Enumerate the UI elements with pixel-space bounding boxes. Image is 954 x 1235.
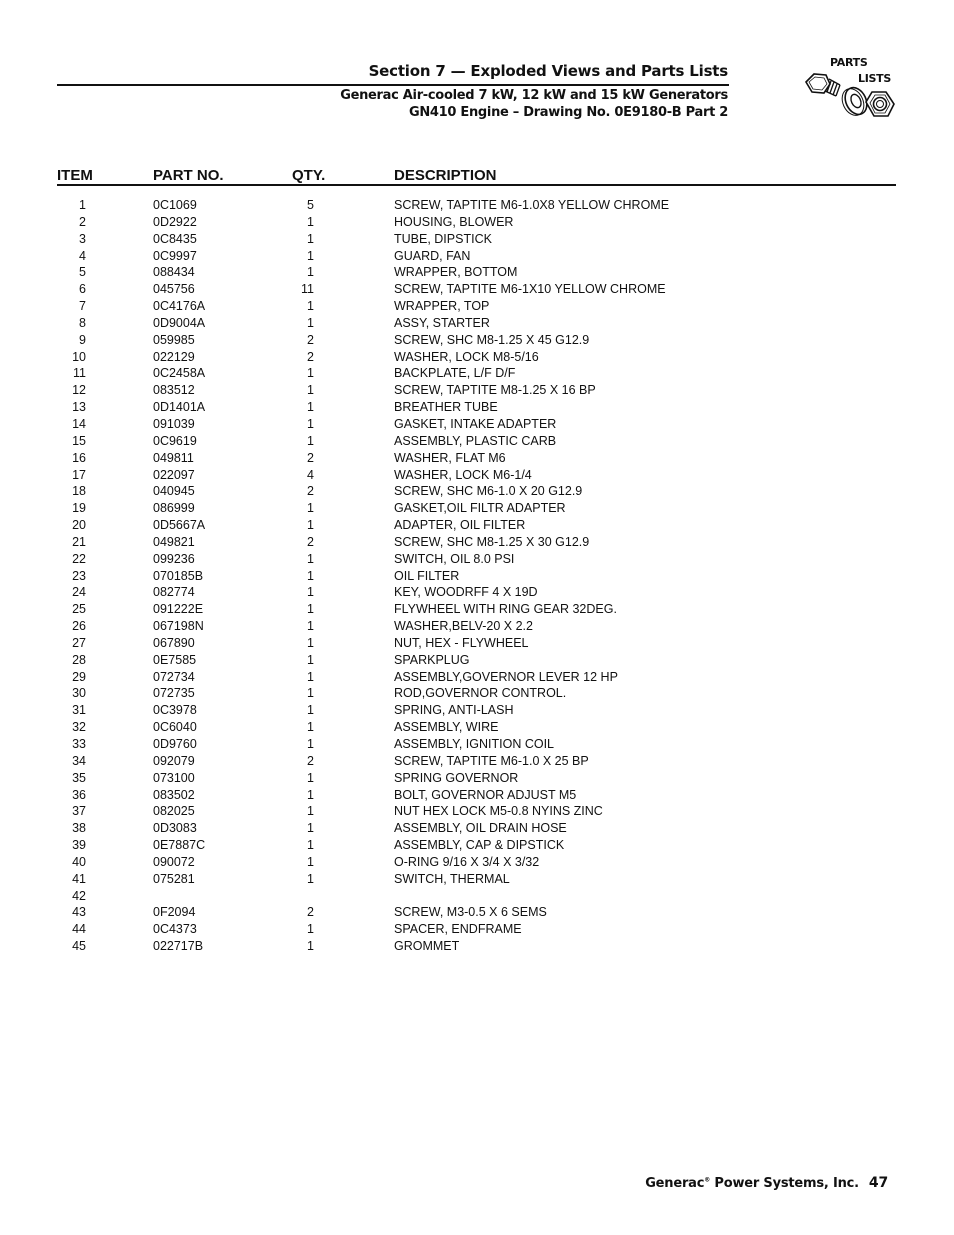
table-row [0,416,954,433]
part-number: 072735 [153,686,195,701]
table-row [0,349,954,366]
description: BACKPLATE, L/F D/F [394,366,516,381]
parts-table-body [0,197,954,955]
description: SWITCH, THERMAL [394,871,510,886]
quantity: 1 [307,787,314,802]
part-number: 0C9619 [153,433,197,448]
quantity: 11 [301,282,314,297]
quantity: 1 [307,585,314,600]
part-number: 0C6040 [153,720,197,735]
table-row [0,652,954,669]
description: SWITCH, OIL 8.0 PSI [394,551,515,566]
table-row [0,483,954,500]
description: SPARKPLUG [394,652,470,667]
part-number: 099236 [153,551,195,566]
table-row [0,264,954,281]
part-number: 082025 [153,804,195,819]
section-title: Section 7 — Exploded Views and Parts Lists [368,62,728,80]
part-number: 059985 [153,332,195,347]
description: SPACER, ENDFRAME [394,922,522,937]
logo-text-lists: LISTS [858,72,891,85]
description: ASSEMBLY, OIL DRAIN HOSE [394,821,567,836]
quantity: 1 [307,568,314,583]
description: KEY, WOODRFF 4 X 19D [394,585,538,600]
item-number: 28 [72,652,86,667]
table-row [0,365,954,382]
item-number: 27 [72,635,86,650]
item-number: 40 [72,854,86,869]
part-number: 022097 [153,467,195,482]
quantity: 1 [307,400,314,415]
table-row [0,904,954,921]
description: ASSEMBLY, PLASTIC CARB [394,433,557,448]
quantity: 1 [307,635,314,650]
part-number: 075281 [153,871,195,886]
part-number: 022717B [153,939,204,954]
description: SCREW, SHC M8-1.25 X 30 G12.9 [394,534,590,549]
table-row [0,685,954,702]
description: GASKET, INTAKE ADAPTER [394,416,557,431]
item-number: 21 [72,534,86,549]
table-row [0,837,954,854]
part-number: 0E7585 [153,652,197,667]
table-row [0,248,954,265]
description: WASHER, LOCK M6-1/4 [394,467,532,482]
item-number: 30 [72,686,86,701]
table-row [0,753,954,770]
item-number: 37 [72,804,86,819]
item-number: 12 [72,383,86,398]
subtitle-line-1: Generac Air-cooled 7 kW, 12 kW and 15 kW Generators [340,88,728,103]
table-row [0,517,954,534]
part-number: 0C3978 [153,703,197,718]
column-header-part-no: PART NO. [153,167,224,184]
table-row [0,298,954,315]
document-subtitle [340,87,728,121]
part-number: 0D3083 [153,821,197,836]
footer-company: Generac [645,1176,705,1191]
part-number: 0D2922 [153,214,197,229]
item-number: 32 [72,720,86,735]
part-number: 049811 [153,450,194,465]
part-number: 0C9997 [153,248,197,263]
quantity: 1 [307,871,314,886]
part-number: 067890 [153,635,195,650]
quantity: 1 [307,366,314,381]
part-number: 0E7887C [153,838,206,853]
part-number: 022129 [153,349,195,364]
item-number: 1 [79,198,86,212]
table-row [0,500,954,517]
description: GROMMET [394,939,460,954]
quantity: 1 [307,922,314,937]
table-row [0,281,954,298]
description: ASSY, STARTER [394,315,490,330]
part-number: 083502 [153,787,195,802]
column-header-description: DESCRIPTION [394,167,497,184]
description: BOLT, GOVERNOR ADJUST M5 [394,787,577,802]
item-number: 5 [79,265,86,280]
table-row [0,584,954,601]
table-row [0,433,954,450]
description: ASSEMBLY, CAP & DIPSTICK [394,838,565,853]
quantity: 1 [307,720,314,735]
table-row [0,568,954,585]
part-number: 0D9760 [153,737,197,751]
description: GUARD, FAN [394,248,471,263]
part-number: 088434 [153,265,195,280]
item-number: 13 [72,400,86,415]
item-number: 14 [72,416,86,431]
description: SPRING GOVERNOR [394,770,519,785]
quantity: 1 [307,602,314,617]
quantity: 5 [307,198,314,212]
description: SCREW, SHC M8-1.25 X 45 G12.9 [394,332,590,347]
table-row [0,719,954,736]
item-number: 41 [72,871,86,886]
part-number: 092079 [153,753,195,768]
description: ROD,GOVERNOR CONTROL. [394,686,567,701]
quantity: 1 [307,854,314,869]
item-number: 4 [79,248,86,263]
column-header-qty: QTY. [292,167,326,184]
quantity: 2 [307,534,314,549]
quantity: 1 [307,703,314,718]
description: SPRING, ANTI-LASH [394,703,514,718]
quantity: 1 [307,433,314,448]
quantity: 1 [307,383,314,398]
part-number: 0C2458A [153,366,206,381]
description: ASSEMBLY, WIRE [394,720,499,735]
item-number: 34 [72,753,86,768]
table-row [0,854,954,871]
quantity: 1 [307,770,314,785]
description: OIL FILTER [394,568,460,583]
quantity: 1 [307,551,314,566]
description: BREATHER TUBE [394,400,498,415]
column-header-item: ITEM [57,167,93,184]
quantity: 2 [307,349,314,364]
item-number: 8 [79,315,86,330]
quantity: 2 [307,905,314,920]
page-footer [645,1175,888,1191]
item-number: 36 [72,787,86,802]
part-number: 049821 [153,534,195,549]
item-number: 25 [72,602,86,617]
item-number: 22 [72,551,86,566]
part-number: 0C1069 [153,198,197,212]
table-row [0,551,954,568]
quantity: 1 [307,821,314,836]
table-row [0,921,954,938]
quantity: 1 [307,231,314,246]
part-number: 067198N [153,619,204,634]
part-number: 091222E [153,602,204,617]
table-row [0,787,954,804]
table-row [0,635,954,652]
table-row [0,618,954,635]
part-number: 091039 [153,416,195,431]
description: ASSEMBLY,GOVERNOR LEVER 12 HP [394,669,618,684]
quantity: 1 [307,416,314,431]
part-number: 0C8435 [153,231,197,246]
quantity: 1 [307,737,314,751]
part-number: 0D9004A [153,315,206,330]
part-number: 040945 [153,484,195,499]
description: TUBE, DIPSTICK [394,231,492,246]
table-row [0,467,954,484]
item-number: 35 [72,770,86,785]
item-number: 7 [79,299,86,314]
table-row [0,601,954,618]
table-row [0,938,954,955]
table-row [0,214,954,231]
description: ADAPTER, OIL FILTER [394,518,526,533]
logo-text-parts: PARTS [830,56,868,69]
item-number: 10 [72,349,86,364]
table-row [0,382,954,399]
item-number: 44 [72,922,86,937]
part-number: 0D1401A [153,400,206,415]
item-number: 19 [72,501,86,516]
table-row [0,820,954,837]
quantity: 2 [307,332,314,347]
item-number: 3 [79,231,86,246]
item-number: 43 [72,905,86,920]
quantity: 1 [307,804,314,819]
part-number: 0C4373 [153,922,197,937]
table-row [0,888,954,905]
quantity: 1 [307,315,314,330]
item-number: 18 [72,484,86,499]
table-row [0,450,954,467]
description: HOUSING, BLOWER [394,214,514,229]
quantity: 4 [307,467,314,482]
table-row [0,736,954,753]
description: WRAPPER, BOTTOM [394,265,518,280]
description: O-RING 9/16 X 3/4 X 3/32 [394,854,540,869]
quantity: 1 [307,619,314,634]
item-number: 23 [72,568,86,583]
item-number: 16 [72,450,86,465]
table-row [0,871,954,888]
table-row [0,534,954,551]
item-number: 17 [72,467,86,482]
item-number: 38 [72,821,86,836]
quantity: 2 [307,753,314,768]
table-row [0,197,954,214]
part-number: 082774 [153,585,195,600]
part-number: 0F2094 [153,905,196,920]
item-number: 31 [72,703,86,718]
description: SCREW, TAPTITE M6-1.0 X 25 BP [394,753,589,768]
part-number: 0C4176A [153,299,206,314]
quantity: 1 [307,518,314,533]
description: SCREW, M3-0.5 X 6 SEMS [394,905,547,920]
item-number: 45 [72,939,86,954]
quantity: 1 [307,299,314,314]
item-number: 33 [72,737,86,751]
table-row [0,669,954,686]
quantity: 1 [307,265,314,280]
item-number: 39 [72,838,86,853]
table-row [0,803,954,820]
part-number: 072734 [153,669,195,684]
description: SCREW, TAPTITE M6-1X10 YELLOW CHROME [394,282,666,297]
table-row [0,332,954,349]
part-number: 070185B [153,568,204,583]
item-number: 26 [72,619,86,634]
subtitle-line-2: GN410 Engine – Drawing No. 0E9180-B Part 2 [408,105,728,120]
registered-mark: ® [704,1176,711,1184]
item-number: 6 [79,282,86,297]
description: ASSEMBLY, IGNITION COIL [394,737,554,751]
quantity: 1 [307,501,314,516]
part-number: 073100 [153,770,195,785]
part-number: 086999 [153,501,195,516]
table-row [0,702,954,719]
quantity: 1 [307,838,314,853]
description: SCREW, TAPTITE M8-1.25 X 16 BP [394,383,596,398]
table-row [0,399,954,416]
header-rule [57,84,729,86]
description: FLYWHEEL WITH RING GEAR 32DEG. [394,602,617,617]
description: WRAPPER, TOP [394,299,490,314]
part-number: 090072 [153,854,195,869]
quantity: 1 [307,939,314,954]
description: SCREW, SHC M6-1.0 X 20 G12.9 [394,484,583,499]
description: NUT, HEX - FLYWHEEL [394,635,529,650]
description: SCREW, TAPTITE M6-1.0X8 YELLOW CHROME [394,198,670,212]
item-number: 20 [72,518,86,533]
quantity: 1 [307,669,314,684]
table-row [0,231,954,248]
table-header-rule [57,184,896,186]
description: GASKET,OIL FILTR ADAPTER [394,501,566,516]
quantity: 1 [307,214,314,229]
table-row [0,770,954,787]
item-number: 2 [79,214,86,229]
part-number: 045756 [153,282,195,297]
quantity: 2 [307,484,314,499]
quantity: 1 [307,248,314,263]
quantity: 1 [307,686,314,701]
description: WASHER,BELV-20 X 2.2 [394,619,533,634]
description: WASHER, FLAT M6 [394,450,506,465]
item-number: 11 [73,366,86,381]
item-number: 29 [72,669,86,684]
part-number: 0D5667A [153,518,206,533]
item-number: 42 [72,888,86,903]
description: NUT HEX LOCK M5-0.8 NYINS ZINC [394,804,603,819]
item-number: 9 [79,332,86,347]
quantity: 2 [307,450,314,465]
item-number: 24 [72,585,86,600]
footer-company-suffix: Power Systems, Inc. [710,1176,859,1191]
table-row [0,315,954,332]
part-number: 083512 [153,383,195,398]
quantity: 1 [307,652,314,667]
description: WASHER, LOCK M8-5/16 [394,349,539,364]
page-number: 47 [868,1175,888,1191]
parts-lists-logo [800,54,900,134]
item-number: 15 [72,433,86,448]
